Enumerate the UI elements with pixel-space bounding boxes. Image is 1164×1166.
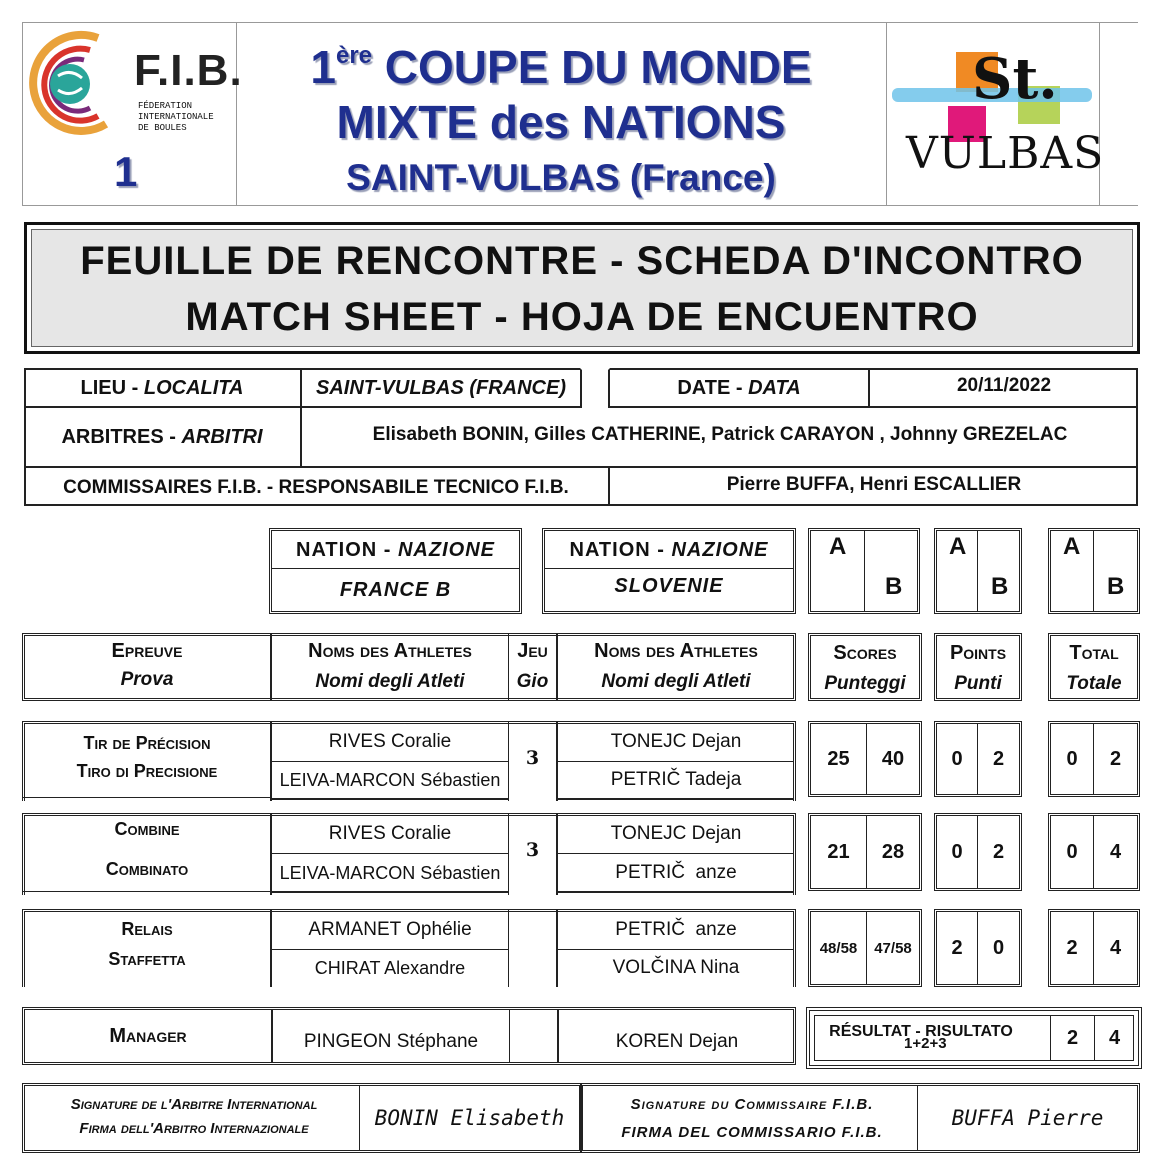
header-edge-left (22, 22, 23, 206)
th-noms-a: Noms des Athletes (308, 639, 472, 662)
logo-vulbas-text: VULBAS (906, 128, 1105, 179)
commissaires-value: Pierre BUFFA, Henri ESCALLIER (726, 474, 1022, 495)
th-totale: Totale (1066, 673, 1122, 694)
row-total-box (1048, 721, 1140, 797)
title-rest: COUPE DU MONDE (372, 41, 812, 93)
th-noms-b: Noms des Athletes (594, 639, 758, 662)
row-total-box (1048, 813, 1140, 891)
row-mid-a (272, 853, 508, 854)
th-punti: Punti (954, 673, 1002, 694)
row-score-box (808, 721, 922, 797)
th-points-box (934, 633, 1022, 701)
row-a-1: RIVES Coralie (328, 731, 452, 752)
row-pts-a: 2 (951, 936, 963, 959)
row-bottom-b (558, 891, 794, 893)
row-event-1: Relais (121, 918, 173, 939)
nation-a-label-a: NATION - (296, 538, 392, 561)
manager-a: PINGEON Stéphane (303, 1031, 479, 1052)
date-label (610, 370, 868, 406)
row-mid-a (272, 761, 508, 762)
signature-commissaire-box (580, 1083, 1140, 1153)
nation-b-box (542, 528, 796, 614)
row-score-b: 40 (881, 747, 905, 770)
nation-a-divider (272, 568, 519, 569)
nation-a-label (272, 533, 519, 567)
ab-points-box (934, 528, 1022, 614)
th-jeu: Jeu (517, 639, 548, 662)
row-event-1: Combine (114, 818, 180, 839)
row-a-1: RIVES Coralie (328, 823, 452, 844)
row-pts-a: 0 (951, 840, 963, 863)
row-bottom-b (558, 798, 794, 800)
row-event-bottom (22, 797, 270, 798)
row-event-bottom (22, 891, 270, 892)
nation-b-label (545, 533, 793, 567)
th-total-box (1048, 633, 1140, 701)
th-epreuve: Epreuve (111, 639, 183, 662)
result-box (806, 1007, 1142, 1069)
row-jeu: 3 (525, 839, 540, 861)
row-jeu: 3 (525, 747, 540, 769)
th-prova: Prova (120, 669, 174, 690)
date-label-b: DATA (748, 376, 801, 399)
logo-st-text: St. (972, 46, 1058, 112)
row-points-box (934, 721, 1022, 797)
title-sup: ère (335, 42, 373, 69)
info-gap (580, 368, 610, 408)
row-score-b: 47/58 (874, 939, 912, 957)
row-a-2: LEIVA-MARCON Sébastien (279, 769, 501, 790)
fib-logo-sub-1: FÉDERATION (138, 101, 193, 111)
saint-vulbas-logo (892, 38, 1105, 188)
th-total: Total (1069, 641, 1119, 664)
ab-points-a: A (949, 533, 967, 560)
row-pts-b: 0 (992, 936, 1005, 959)
result-sub: 1+2+3 (904, 1035, 947, 1052)
ab-points-divider (977, 531, 978, 611)
table-row (22, 721, 796, 801)
header-divider-right (886, 22, 887, 206)
row-a-2: CHIRAT Alexandre (314, 957, 466, 978)
row-bottom-a (272, 798, 508, 800)
nation-a-team: FRANCE B (339, 578, 452, 601)
row-b-1: PETRIČ anze (615, 919, 737, 940)
table-row (22, 813, 796, 895)
row-b-1: TONEJC Dejan (610, 823, 742, 844)
th-points: Points (949, 641, 1007, 664)
nation-a-label-b: NAZIONE (397, 538, 495, 561)
result-a: 2 (1066, 1026, 1079, 1049)
row-points-box (934, 909, 1022, 987)
th-gio: Gio (516, 671, 549, 692)
ab-scores-a: A (829, 533, 847, 560)
ab-scores-box (808, 528, 920, 614)
arbitres-label-a: ARBITRES - (61, 425, 176, 448)
row-pts-b: 2 (992, 840, 1005, 863)
row-tot-b: 4 (1109, 936, 1122, 959)
sheet-title-line-2: MATCH SHEET - HOJA DE ENCUENTRO (185, 295, 979, 339)
row-pts-a: 0 (951, 747, 963, 770)
th-scores: Scores (833, 641, 897, 664)
row-a-2: LEIVA-MARCON Sébastien (279, 862, 501, 883)
manager-row (22, 1007, 796, 1065)
row-score-b: 28 (881, 840, 905, 863)
fib-emblem-icon (28, 28, 128, 140)
th-nomi-a: Nomi degli Atleti (315, 671, 465, 692)
table-row (22, 909, 796, 987)
ab-scores-b: B (885, 573, 903, 600)
date-value: 20/11/2022 (956, 375, 1052, 396)
lieu-value: SAINT-VULBAS (FRANCE) (316, 376, 566, 399)
title-prefix: 1 (310, 41, 336, 93)
row-score-a: 21 (827, 840, 850, 863)
row-event-2: Tiro di Precisione (76, 760, 218, 781)
lieu-label-b: LOCALITA (143, 376, 244, 399)
arbitres-label-b: ARBITRI (181, 425, 263, 448)
nation-b-team: SLOVENIE (614, 574, 724, 597)
th-nomi-b: Nomi degli Atleti (601, 671, 751, 692)
ab-scores-divider (864, 531, 865, 611)
row-b-2: PETRIČ anze (615, 862, 737, 883)
row-a-1: ARMANET Ophélie (308, 919, 472, 940)
row-event-1: Tir de Précision (83, 732, 211, 753)
row-pts-b: 2 (992, 747, 1005, 770)
sig-arbitre-name: BONIN Elisabeth (374, 1106, 565, 1130)
title-line-1 (236, 30, 886, 93)
ab-total-a: A (1063, 533, 1081, 560)
sig-comm-label-2: FIRMA DEL COMMISSARIO F.I.B. (621, 1124, 883, 1141)
title-line-3: SAINT-VULBAS (France) (346, 157, 776, 198)
sig-arbitre-label-1: Signature de l'Arbitre International (70, 1096, 318, 1113)
th-scores-box (808, 633, 922, 701)
th-punteggi: Punteggi (824, 673, 906, 694)
row-bottom-a (272, 891, 508, 893)
commissaires-label: COMMISSAIRES F.I.B. - RESPONSABILE TECNICO F.I.B. (63, 477, 569, 498)
row-tot-b: 4 (1109, 840, 1122, 863)
manager-label: Manager (109, 1024, 187, 1047)
row-total-box (1048, 909, 1140, 987)
sig-comm-name: BUFFA Pierre (951, 1106, 1104, 1130)
fib-logo-sub-2: INTERNATIONALE (138, 112, 214, 122)
row-mid-b (558, 949, 794, 950)
nation-b-label-a: NATION - (569, 538, 665, 561)
row-tot-a: 2 (1066, 936, 1078, 959)
row-score-a: 25 (827, 747, 850, 770)
row-mid-b (558, 761, 794, 762)
sig-comm-label-1: Signature du Commissaire F.I.B. (630, 1096, 874, 1113)
date-label-a: DATE - (677, 376, 743, 399)
row-tot-a: 0 (1066, 747, 1078, 770)
row-event-2: Combinato (105, 858, 189, 879)
lieu-label-a: LIEU - (80, 376, 139, 399)
nation-b-label-b: NAZIONE (671, 538, 769, 561)
ab-points-b: B (991, 573, 1009, 600)
nation-a-box (269, 528, 522, 614)
row-score-a: 48/58 (819, 939, 858, 957)
row-tot-a: 0 (1066, 840, 1078, 863)
row-score-box (808, 909, 922, 987)
row-points-box (934, 813, 1022, 891)
result-b: 4 (1108, 1026, 1121, 1049)
row-b-1: TONEJC Dejan (610, 731, 742, 752)
row-tot-b: 2 (1109, 747, 1122, 770)
arbitres-value: Elisabeth BONIN, Gilles CATHERINE, Patrick CARAYON , Johnny GREZELAC (372, 424, 1068, 445)
fib-logo (28, 28, 243, 143)
row-event-2: Staffetta (108, 948, 186, 969)
row-vline-2 (508, 909, 509, 987)
signature-arbitre-box (22, 1083, 582, 1153)
manager-b: KOREN Dejan (615, 1031, 739, 1052)
ab-total-box (1048, 528, 1140, 614)
row-score-box (808, 813, 922, 891)
fib-logo-text: F.I.B. (134, 46, 243, 95)
fib-logo-sub-3: DE BOULES (138, 123, 187, 133)
title-line-2: MIXTE des NATIONS (336, 96, 786, 148)
row-mid-b (558, 853, 794, 854)
row-mid-a (272, 949, 508, 950)
ab-total-b: B (1107, 573, 1125, 600)
manager-vline-2 (509, 1010, 510, 1062)
ab-total-divider (1093, 531, 1094, 611)
lieu-label (24, 370, 300, 406)
sheet-title-line-1: FEUILLE DE RENCONTRE - SCHEDA D'INCONTRO (80, 239, 1084, 283)
result-label: RÉSULTAT - RISULTATO (829, 1023, 1013, 1040)
arbitres-label (24, 408, 300, 466)
row-b-2: PETRIČ Tadeja (610, 769, 742, 790)
row-b-2: VOLČINA Nina (612, 957, 740, 978)
sig-arbitre-label-2: Firma dell'Arbitro Internazionale (79, 1120, 309, 1137)
page-number: 1 (114, 148, 138, 195)
